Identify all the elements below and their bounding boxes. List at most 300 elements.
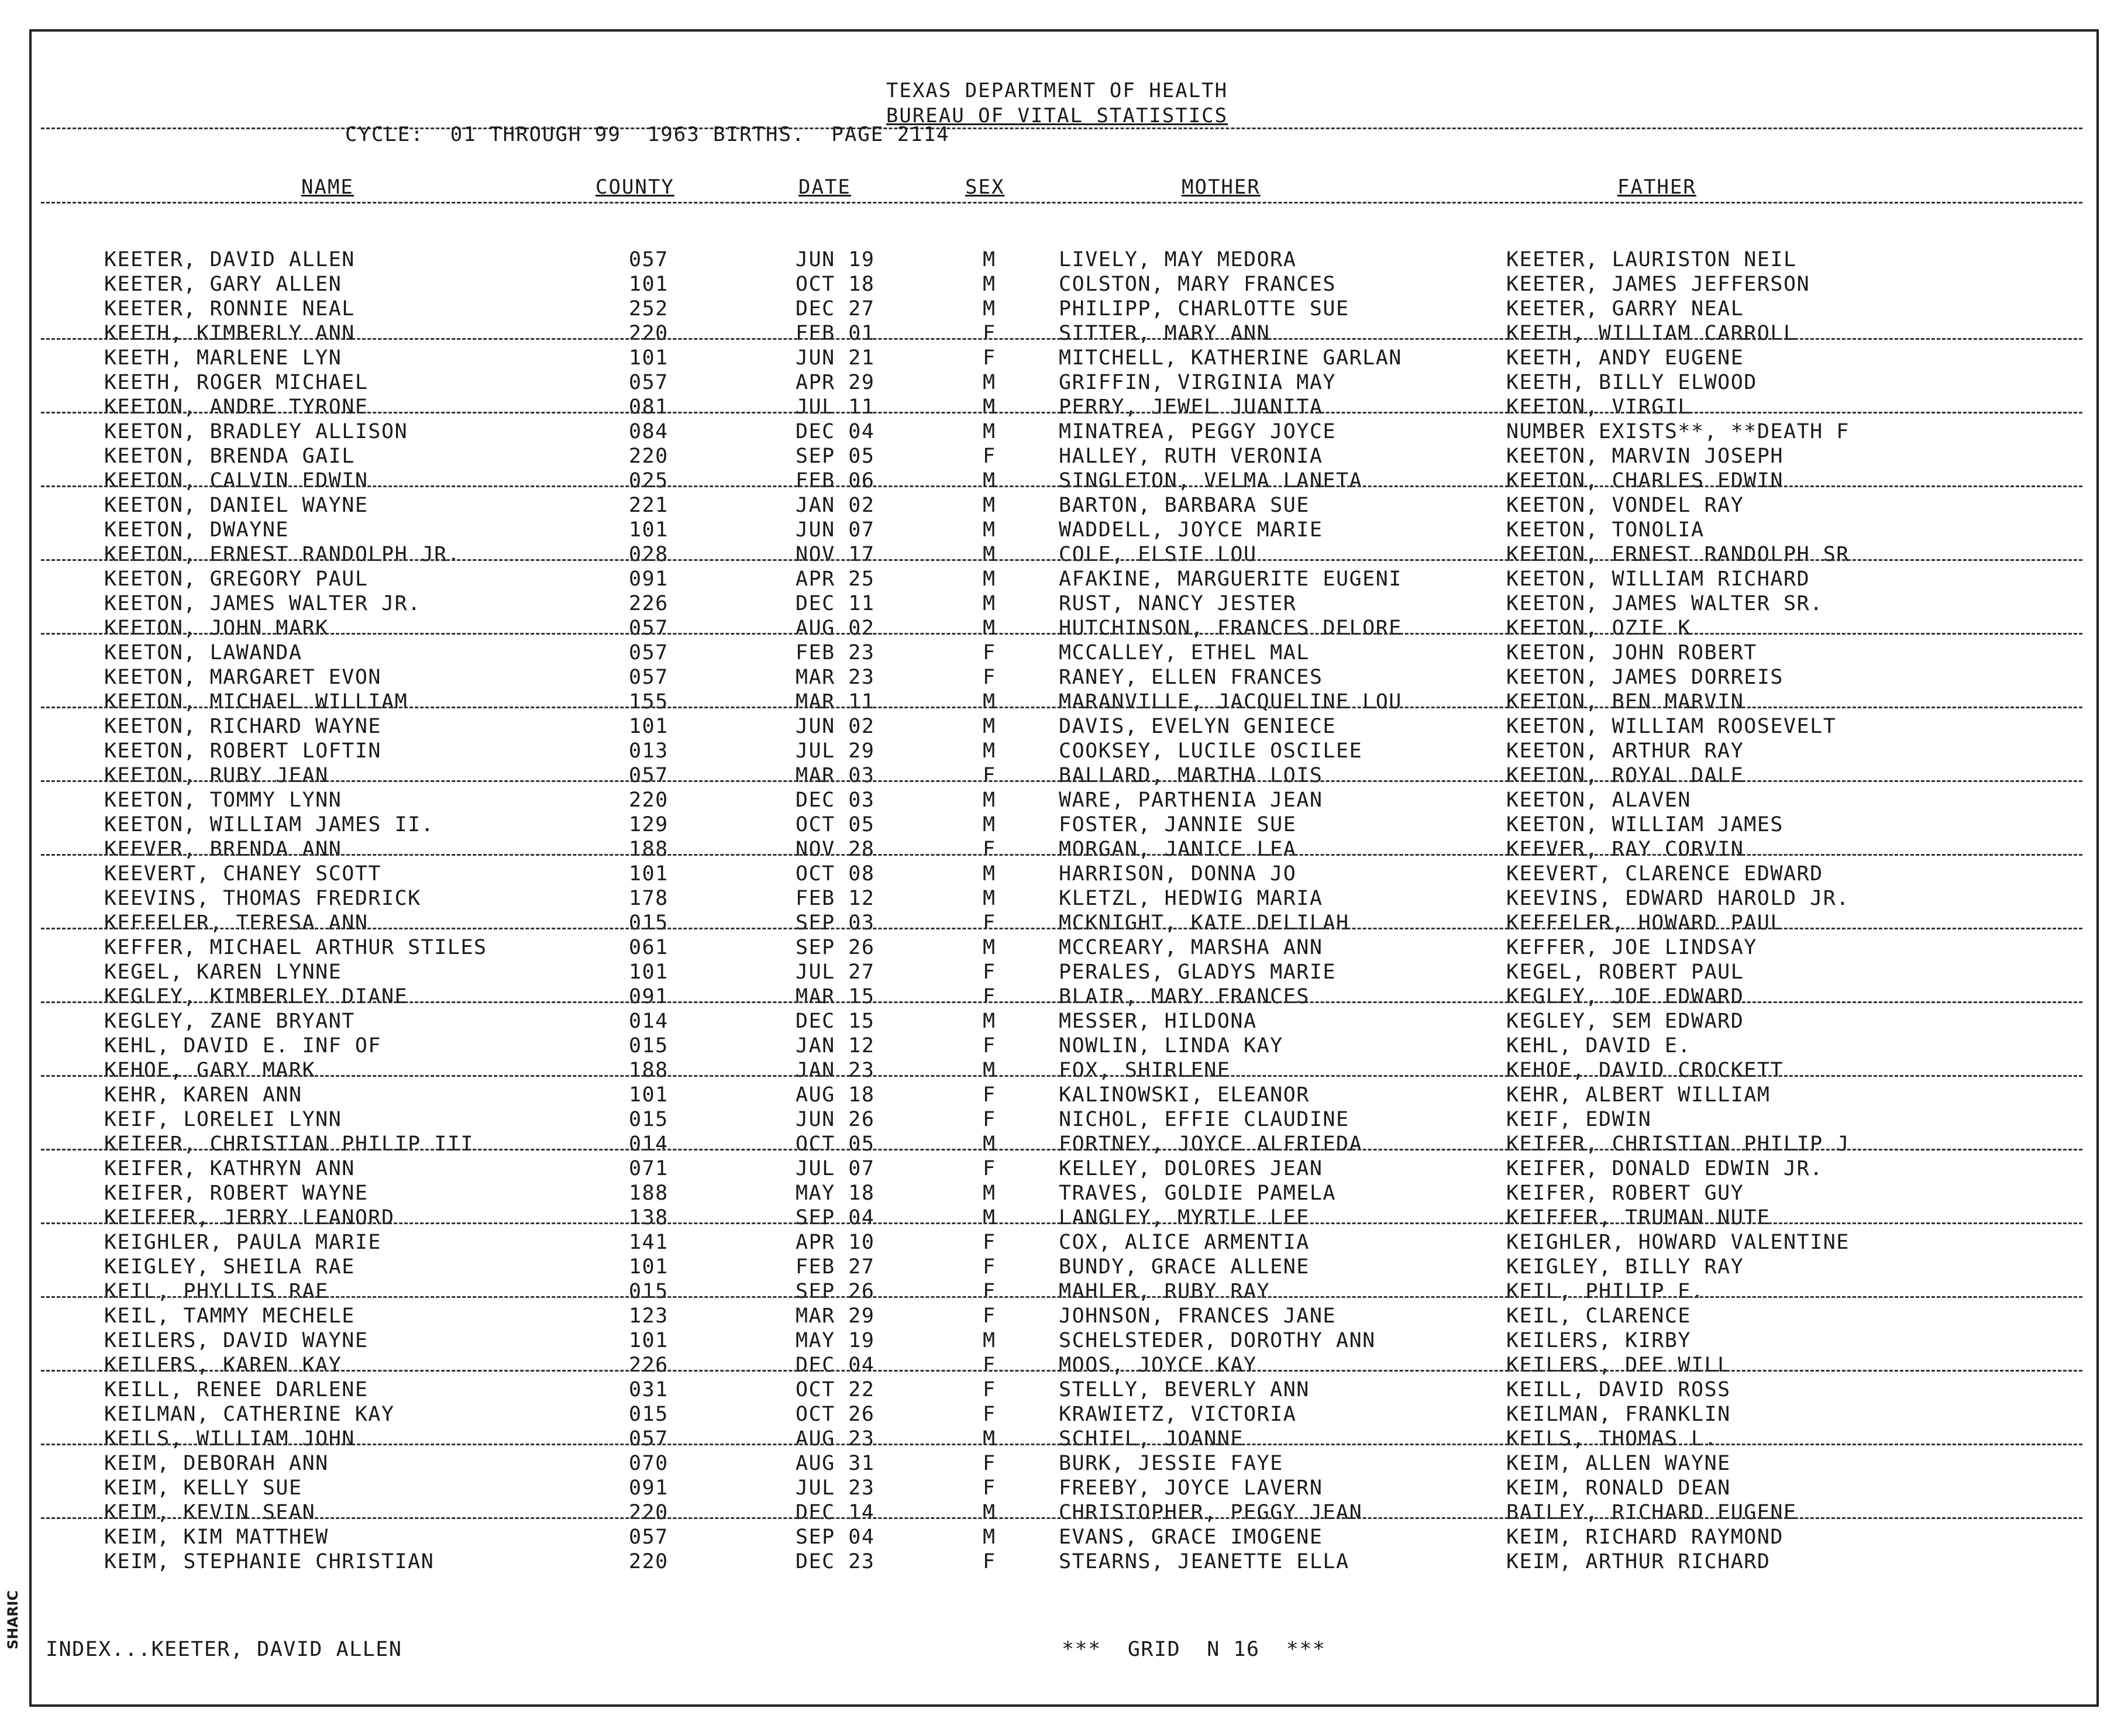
cell-sex: F: [983, 1108, 996, 1131]
cell-date: MAR 11: [796, 690, 875, 714]
cell-county: 057: [629, 1427, 669, 1451]
cell-date: DEC 04: [796, 1353, 875, 1377]
cell-date: OCT 26: [796, 1403, 875, 1426]
table-row: [0, 567, 2114, 592]
table-row: [0, 1206, 2114, 1231]
cell-father: KEETON, WILLIAM ROOSEVELT: [1506, 715, 1837, 738]
cell-name: KEEVINS, THOMAS FREDRICK: [104, 887, 421, 910]
cell-father: NUMBER EXISTS**, **DEATH F: [1506, 420, 1850, 443]
cell-father: KEETON, OZIE K: [1506, 616, 1692, 640]
cell-sex: F: [983, 1157, 996, 1180]
row-divider: [41, 1444, 2082, 1445]
cell-name: KEFFELER, TERESA ANN: [104, 911, 369, 935]
cell-mother: TRAVES, GOLDIE PAMELA: [1059, 1182, 1337, 1205]
cell-father: KEETON, ERNEST RANDOLPH SR: [1506, 543, 1850, 566]
cell-sex: M: [983, 715, 996, 738]
cell-county: 220: [629, 1550, 669, 1573]
cell-mother: STEARNS, JEANETTE ELLA: [1059, 1550, 1349, 1573]
cell-name: KEEVER, BRENDA ANN: [104, 838, 342, 861]
cell-county: 188: [629, 838, 669, 861]
cell-name: KEEVERT, CHANEY SCOTT: [104, 862, 382, 886]
cell-county: 057: [629, 641, 669, 664]
cell-sex: M: [983, 1206, 996, 1229]
cell-mother: COLSTON, MARY FRANCES: [1059, 273, 1337, 296]
table-row: [0, 641, 2114, 666]
cell-name: KEETON, GREGORY PAUL: [104, 567, 369, 591]
table-row: [0, 1329, 2114, 1353]
row-divider: [41, 1001, 2082, 1003]
cell-sex: F: [983, 445, 996, 468]
cell-sex: F: [983, 1083, 996, 1107]
cell-name: KEIFER, CHRISTIAN PHILIP III: [104, 1132, 474, 1156]
side-label: SHARIC: [5, 1590, 21, 1649]
table-row: [0, 1083, 2114, 1108]
cell-mother: KRAWIETZ, VICTORIA: [1059, 1403, 1297, 1426]
cell-mother: FOSTER, JANNIE SUE: [1059, 813, 1297, 836]
row-divider: [41, 1517, 2082, 1519]
cell-county: 101: [629, 1255, 669, 1279]
table-row: [0, 616, 2114, 641]
cell-date: JAN 23: [796, 1059, 875, 1082]
cell-name: KEETON, RUBY JEAN: [104, 764, 329, 787]
cell-county: 015: [629, 1280, 669, 1303]
cell-sex: M: [983, 592, 996, 615]
table-row: [0, 1255, 2114, 1280]
column-header-mother: MOTHER: [1182, 175, 1261, 199]
cell-father: KEIFER, DONALD EDWIN JR.: [1506, 1157, 1823, 1180]
cell-name: KEETON, ERNEST RANDOLPH JR.: [104, 543, 461, 566]
cell-date: FEB 06: [796, 469, 875, 492]
cell-date: JAN 02: [796, 494, 875, 517]
cell-father: KEETER, LAURISTON NEIL: [1506, 248, 1797, 271]
cell-father: KEETON, JAMES WALTER SR.: [1506, 592, 1823, 615]
cell-name: KEHL, DAVID E. INF OF: [104, 1034, 382, 1058]
cell-date: JUN 26: [796, 1108, 875, 1131]
cell-county: 220: [629, 445, 669, 468]
cell-county: 101: [629, 715, 669, 738]
cell-father: KEILL, DAVID ROSS: [1506, 1378, 1731, 1401]
cell-father: KEHOE, DAVID CROCKETT: [1506, 1059, 1784, 1082]
table-row: [0, 1378, 2114, 1403]
table-row: [0, 1525, 2114, 1550]
cell-sex: M: [983, 1182, 996, 1205]
cell-date: OCT 18: [796, 273, 875, 296]
cell-name: KEETON, TOMMY LYNN: [104, 788, 342, 812]
cell-father: KEETON, JAMES DORREIS: [1506, 666, 1784, 689]
cell-father: KEEVINS, EDWARD HAROLD JR.: [1506, 887, 1850, 910]
cell-father: KEETON, ALAVEN: [1506, 788, 1692, 812]
cell-name: KEIFER, KATHRYN ANN: [104, 1157, 355, 1180]
cell-mother: MCCALLEY, ETHEL MAL: [1059, 641, 1310, 664]
cell-name: KEILERS, KAREN KAY: [104, 1353, 342, 1377]
column-header-father: FATHER: [1617, 175, 1696, 199]
cell-name: KEGLEY, KIMBERLEY DIANE: [104, 985, 408, 1008]
cell-mother: MOOS, JOYCE KAY: [1059, 1353, 1257, 1377]
cell-date: DEC 14: [796, 1501, 875, 1524]
cell-mother: MARANVILLE, JACQUELINE LOU: [1059, 690, 1402, 714]
cell-sex: M: [983, 1132, 996, 1156]
cell-date: JUL 11: [796, 395, 875, 419]
cell-date: SEP 04: [796, 1206, 875, 1229]
cell-mother: SCHIEL, JOANNE: [1059, 1427, 1244, 1451]
cell-mother: LIVELY, MAY MEDORA: [1059, 248, 1297, 271]
cell-name: KEETON, ANDRE TYRONE: [104, 395, 369, 419]
cell-county: 015: [629, 1108, 669, 1131]
cell-name: KEIFFER, JERRY LEANORD: [104, 1206, 395, 1229]
cell-date: JUL 29: [796, 739, 875, 763]
cell-father: KEIL, CLARENCE: [1506, 1304, 1692, 1328]
cell-date: MAY 19: [796, 1329, 875, 1352]
cell-name: KEIM, KELLY SUE: [104, 1476, 302, 1500]
cell-mother: MINATREA, PEGGY JOYCE: [1059, 420, 1337, 443]
cell-county: 141: [629, 1231, 669, 1254]
cell-sex: M: [983, 887, 996, 910]
cell-father: KEETON, ARTHUR RAY: [1506, 739, 1744, 763]
row-divider: [41, 780, 2082, 782]
table-row: [0, 420, 2114, 445]
cell-date: APR 25: [796, 567, 875, 591]
cell-county: 101: [629, 273, 669, 296]
cell-mother: SITTER, MARY ANN: [1059, 322, 1271, 345]
cell-name: KEILERS, DAVID WAYNE: [104, 1329, 369, 1352]
cell-county: 091: [629, 1476, 669, 1500]
cell-name: KEETON, WILLIAM JAMES II.: [104, 813, 435, 836]
cell-name: KEETON, ROBERT LOFTIN: [104, 739, 382, 763]
cell-sex: F: [983, 1476, 996, 1500]
cell-sex: M: [983, 1525, 996, 1549]
table-row: [0, 494, 2114, 518]
cell-mother: BUNDY, GRACE ALLENE: [1059, 1255, 1310, 1279]
table-row: [0, 1353, 2114, 1378]
table-row: [0, 1304, 2114, 1329]
cell-sex: F: [983, 1452, 996, 1475]
cell-mother: COLE, ELSIE LOU: [1059, 543, 1257, 566]
cell-county: 188: [629, 1059, 669, 1082]
cell-date: MAY 18: [796, 1182, 875, 1205]
cell-mother: FREEBY, JOYCE LAVERN: [1059, 1476, 1323, 1500]
table-row: [0, 1034, 2114, 1059]
cell-county: 014: [629, 1132, 669, 1156]
cell-mother: HALLEY, RUTH VERONIA: [1059, 445, 1323, 468]
table-row: [0, 715, 2114, 739]
cell-county: 138: [629, 1206, 669, 1229]
cell-mother: COX, ALICE ARMENTIA: [1059, 1231, 1310, 1254]
cell-sex: F: [983, 1034, 996, 1058]
cell-date: DEC 23: [796, 1550, 875, 1573]
cell-county: 084: [629, 420, 669, 443]
cell-date: MAR 23: [796, 666, 875, 689]
cell-father: KEETON, VIRGIL: [1506, 395, 1692, 419]
cell-father: KEILMAN, FRANKLIN: [1506, 1403, 1731, 1426]
cell-mother: FORTNEY, JOYCE ALFRIEDA: [1059, 1132, 1363, 1156]
cell-sex: M: [983, 616, 996, 640]
cell-date: JUL 07: [796, 1157, 875, 1180]
cell-date: SEP 26: [796, 1280, 875, 1303]
cell-county: 015: [629, 911, 669, 935]
row-divider: [41, 633, 2082, 635]
cell-mother: PERALES, GLADYS MARIE: [1059, 960, 1337, 984]
cell-mother: HARRISON, DONNA JO: [1059, 862, 1297, 886]
cell-mother: KALINOWSKI, ELEANOR: [1059, 1083, 1310, 1107]
cell-father: KEETON, VONDEL RAY: [1506, 494, 1744, 517]
cell-mother: KLETZL, HEDWIG MARIA: [1059, 887, 1323, 910]
cell-mother: PERRY, JEWEL JUANITA: [1059, 395, 1323, 419]
cell-mother: MCKNIGHT, KATE DELILAH: [1059, 911, 1349, 935]
cell-county: 252: [629, 297, 669, 321]
cell-date: JUN 02: [796, 715, 875, 738]
cell-date: OCT 05: [796, 1132, 875, 1156]
table-row: [0, 1132, 2114, 1157]
table-row: [0, 1059, 2114, 1083]
cell-mother: RUST, NANCY JESTER: [1059, 592, 1297, 615]
cell-father: KEGEL, ROBERT PAUL: [1506, 960, 1744, 984]
row-divider: [41, 559, 2082, 561]
cell-county: 226: [629, 592, 669, 615]
cell-county: 057: [629, 616, 669, 640]
cell-father: KEIFER, ROBERT GUY: [1506, 1182, 1744, 1205]
cell-sex: F: [983, 1403, 996, 1426]
table-row: [0, 960, 2114, 985]
table-row: [0, 1452, 2114, 1476]
cell-name: KEETH, ROGER MICHAEL: [104, 371, 369, 394]
cell-mother: EVANS, GRACE IMOGENE: [1059, 1525, 1323, 1549]
cell-date: APR 10: [796, 1231, 875, 1254]
cell-date: FEB 27: [796, 1255, 875, 1279]
cell-county: 057: [629, 371, 669, 394]
cell-father: KEIM, RICHARD RAYMOND: [1506, 1525, 1784, 1549]
cell-county: 015: [629, 1034, 669, 1058]
column-header-name: NAME: [301, 175, 354, 199]
cell-date: MAR 03: [796, 764, 875, 787]
cell-date: SEP 05: [796, 445, 875, 468]
cell-date: DEC 03: [796, 788, 875, 812]
cell-father: BAILEY, RICHARD EUGENE: [1506, 1501, 1797, 1524]
cell-county: 101: [629, 346, 669, 370]
cell-date: DEC 11: [796, 592, 875, 615]
cell-name: KEETON, JAMES WALTER JR.: [104, 592, 421, 615]
table-row: [0, 887, 2114, 911]
cell-county: 057: [629, 666, 669, 689]
cell-father: KEFFER, JOE LINDSAY: [1506, 936, 1757, 959]
cell-name: KEIF, LORELEI LYNN: [104, 1108, 342, 1131]
cell-sex: M: [983, 1010, 996, 1033]
table-row: [0, 445, 2114, 469]
cell-county: 101: [629, 1329, 669, 1352]
cell-father: KEETH, BILLY ELWOOD: [1506, 371, 1757, 394]
table-row: [0, 936, 2114, 960]
cell-date: OCT 05: [796, 813, 875, 836]
cell-father: KEIL, PHILIP E.: [1506, 1280, 1705, 1303]
cell-sex: M: [983, 518, 996, 542]
cell-sex: F: [983, 346, 996, 370]
cell-county: 101: [629, 960, 669, 984]
cell-county: 015: [629, 1403, 669, 1426]
cell-county: 220: [629, 788, 669, 812]
cell-father: KEGLEY, JOE EDWARD: [1506, 985, 1744, 1008]
cell-father: KEILERS, DEE WILL: [1506, 1353, 1731, 1377]
cell-sex: M: [983, 248, 996, 271]
cell-sex: M: [983, 862, 996, 886]
table-row: [0, 1010, 2114, 1034]
cell-name: KEIM, STEPHANIE CHRISTIAN: [104, 1550, 435, 1573]
cell-county: 057: [629, 764, 669, 787]
cell-date: JAN 12: [796, 1034, 875, 1058]
column-header-sex: SEX: [965, 175, 1005, 199]
table-row: [0, 248, 2114, 273]
cell-sex: M: [983, 1501, 996, 1524]
cell-father: KEETON, ROYAL DALE: [1506, 764, 1744, 787]
cell-county: 061: [629, 936, 669, 959]
row-divider: [41, 707, 2082, 708]
cell-date: FEB 23: [796, 641, 875, 664]
cell-sex: M: [983, 1427, 996, 1451]
cell-name: KEGEL, KAREN LYNNE: [104, 960, 342, 984]
cell-county: 188: [629, 1182, 669, 1205]
cell-sex: M: [983, 813, 996, 836]
table-row: [0, 322, 2114, 346]
cell-date: AUG 02: [796, 616, 875, 640]
cell-sex: M: [983, 567, 996, 591]
cell-mother: DAVIS, EVELYN GENIECE: [1059, 715, 1337, 738]
cell-date: SEP 04: [796, 1525, 875, 1549]
cell-father: KEIM, RONALD DEAN: [1506, 1476, 1731, 1500]
cell-father: KEETH, ANDY EUGENE: [1506, 346, 1744, 370]
cell-mother: LANGLEY, MYRTLE LEE: [1059, 1206, 1310, 1229]
cell-father: KEIFFER, TRUMAN NUTE: [1506, 1206, 1771, 1229]
cell-father: KEETON, WILLIAM RICHARD: [1506, 567, 1810, 591]
cell-name: KEIM, KIM MATTHEW: [104, 1525, 329, 1549]
cell-name: KEETH, MARLENE LYN: [104, 346, 342, 370]
cell-mother: COOKSEY, LUCILE OSCILEE: [1059, 739, 1363, 763]
cell-date: JUN 19: [796, 248, 875, 271]
cell-county: 013: [629, 739, 669, 763]
cell-sex: M: [983, 469, 996, 492]
cell-date: SEP 26: [796, 936, 875, 959]
cell-father: KEETON, BEN MARVIN: [1506, 690, 1744, 714]
cell-father: KEIF, EDWIN: [1506, 1108, 1652, 1131]
cell-sex: M: [983, 1059, 996, 1082]
cell-date: SEP 03: [796, 911, 875, 935]
cell-sex: F: [983, 1280, 996, 1303]
cell-sex: M: [983, 371, 996, 394]
cell-date: JUL 27: [796, 960, 875, 984]
cell-county: 031: [629, 1378, 669, 1401]
cell-father: KEEVERT, CLARENCE EDWARD: [1506, 862, 1823, 886]
cell-name: KEETH, KIMBERLY ANN: [104, 322, 355, 345]
cell-county: 071: [629, 1157, 669, 1180]
table-row: [0, 518, 2114, 543]
cell-mother: BURK, JESSIE FAYE: [1059, 1452, 1283, 1475]
cell-date: JUN 07: [796, 518, 875, 542]
row-divider: [41, 485, 2082, 487]
cell-date: JUL 23: [796, 1476, 875, 1500]
cell-date: JUN 21: [796, 346, 875, 370]
cell-father: KEFFELER, HOWARD PAUL: [1506, 911, 1784, 935]
table-row: [0, 371, 2114, 395]
table-row: [0, 395, 2114, 420]
cell-mother: GRIFFIN, VIRGINIA MAY: [1059, 371, 1337, 394]
cell-county: 129: [629, 813, 669, 836]
cell-father: KEETON, CHARLES EDWIN: [1506, 469, 1784, 492]
cell-name: KEIGLEY, SHEILA RAE: [104, 1255, 355, 1279]
cell-name: KEIGHLER, PAULA MARIE: [104, 1231, 382, 1254]
row-divider: [41, 1075, 2082, 1077]
cell-name: KEETON, BRENDA GAIL: [104, 445, 355, 468]
table-row: [0, 985, 2114, 1010]
cell-name: KEIFER, ROBERT WAYNE: [104, 1182, 369, 1205]
cycle-line: CYCLE: 01 THROUGH 99 1963 BIRTHS. PAGE 2114: [345, 123, 950, 146]
cell-name: KEETON, RICHARD WAYNE: [104, 715, 382, 738]
cell-date: AUG 18: [796, 1083, 875, 1107]
cell-county: 070: [629, 1452, 669, 1475]
cell-mother: CHRISTOPHER, PEGGY JEAN: [1059, 1501, 1363, 1524]
cell-county: 025: [629, 469, 669, 492]
cell-mother: WARE, PARTHENIA JEAN: [1059, 788, 1323, 812]
cell-sex: M: [983, 395, 996, 419]
cell-date: AUG 31: [796, 1452, 875, 1475]
cell-date: DEC 04: [796, 420, 875, 443]
table-row: [0, 813, 2114, 838]
cell-sex: F: [983, 641, 996, 664]
cell-county: 101: [629, 1083, 669, 1107]
cell-mother: HUTCHINSON, FRANCES DELORE: [1059, 616, 1402, 640]
cell-date: AUG 23: [796, 1427, 875, 1451]
table-row: [0, 1476, 2114, 1501]
table-row: [0, 469, 2114, 494]
cell-name: KEILMAN, CATHERINE KAY: [104, 1403, 395, 1426]
cell-sex: M: [983, 936, 996, 959]
cell-county: 226: [629, 1353, 669, 1377]
index-footer: INDEX...KEETER, DAVID ALLEN: [46, 1638, 402, 1661]
cell-mother: SINGLETON, VELMA LANETA: [1059, 469, 1363, 492]
cell-name: KEETON, BRADLEY ALLISON: [104, 420, 408, 443]
row-divider: [41, 928, 2082, 929]
cell-name: KEFFER, MICHAEL ARTHUR STILES: [104, 936, 487, 959]
cell-father: KEETON, JOHN ROBERT: [1506, 641, 1757, 664]
bureau-title: BUREAU OF VITAL STATISTICS: [886, 104, 1228, 128]
cell-mother: FOX, SHIRLENE: [1059, 1059, 1231, 1082]
column-divider: [41, 202, 2082, 204]
cell-county: 091: [629, 567, 669, 591]
cell-sex: M: [983, 543, 996, 566]
cell-father: KEEVER, RAY CORVIN: [1506, 838, 1744, 861]
table-row: [0, 1427, 2114, 1452]
cell-father: KEIGLEY, BILLY RAY: [1506, 1255, 1744, 1279]
table-row: [0, 1182, 2114, 1206]
cell-name: KEHOE, GARY MARK: [104, 1059, 316, 1082]
cell-name: KEILL, RENEE DARLENE: [104, 1378, 369, 1401]
department-title: TEXAS DEPARTMENT OF HEALTH: [886, 79, 1228, 102]
cell-sex: F: [983, 960, 996, 984]
column-header-date: DATE: [798, 175, 851, 199]
cell-mother: JOHNSON, FRANCES JANE: [1059, 1304, 1337, 1328]
row-divider: [41, 1370, 2082, 1372]
table-row: [0, 346, 2114, 371]
cell-father: KEETON, WILLIAM JAMES: [1506, 813, 1784, 836]
table-row: [0, 1231, 2114, 1255]
row-divider: [41, 1296, 2082, 1298]
cell-date: DEC 27: [796, 297, 875, 321]
cell-date: NOV 28: [796, 838, 875, 861]
cell-mother: MCCREARY, MARSHA ANN: [1059, 936, 1323, 959]
cell-county: 081: [629, 395, 669, 419]
cell-sex: M: [983, 420, 996, 443]
table-row: [0, 690, 2114, 715]
cell-sex: F: [983, 1255, 996, 1279]
cell-date: FEB 12: [796, 887, 875, 910]
cell-father: KEILERS, KIRBY: [1506, 1329, 1692, 1352]
cell-sex: M: [983, 297, 996, 321]
